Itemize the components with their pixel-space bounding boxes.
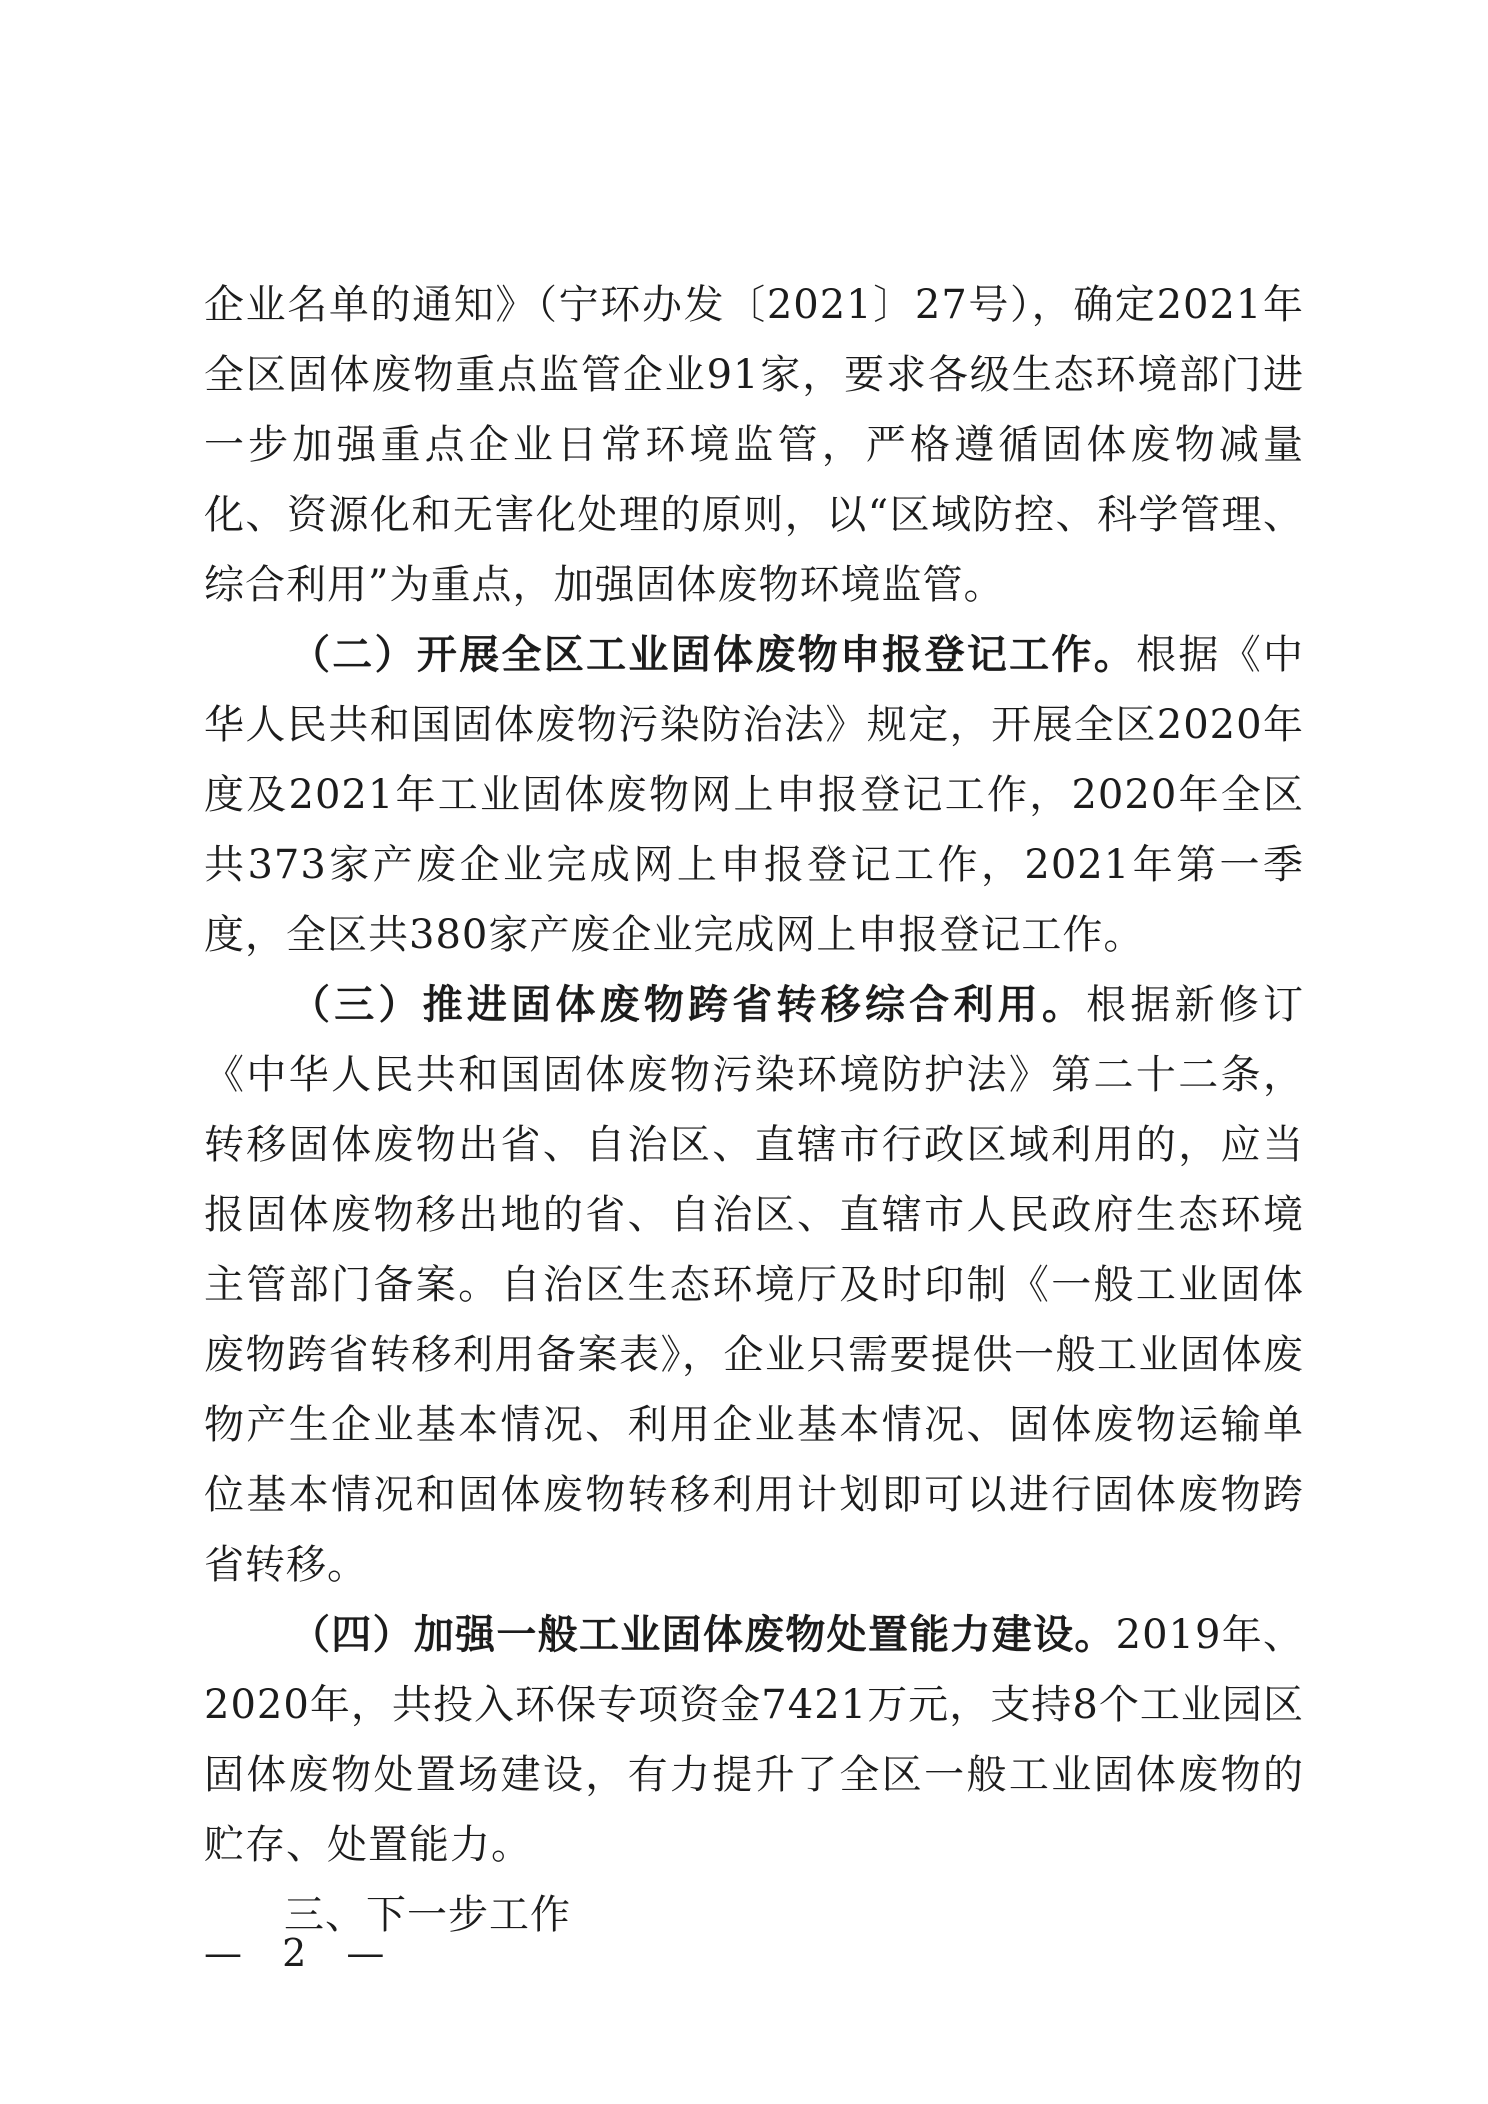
paragraph-declaration-registration	[204, 620, 1304, 970]
section-heading: 三、下一步工作	[284, 1892, 571, 1938]
paragraph-lead: （三）推进固体废物跨省转移综合利用。	[290, 981, 1087, 1028]
paragraph-lead: （四）加强一般工业固体废物处置能力建设。	[290, 1611, 1116, 1658]
paragraph-text: 根据新修订《中华人民共和国固体废物污染环境防护法》第二十二条，转移固体废物出省、自治区、直辖市行政区域利用的，应当报固体废物移出地的省、自治区、直辖市人民政府生态环境主管部门备案。自治区生态环境厅及时印制《一般工业固体废物跨省转移利用备案表》，企业只需要提供一般工业固体废物产生企业基本情况、利用企业基本情况、固体废物运输单位基本情况和固体废物转移利用计划即可以进行固体废物跨省转移。	[204, 982, 1305, 1588]
paragraph-text: 2019年、2020年，共投入环保专项资金7421万元，支持8个工业园区固体废物处置场建设，有力提升了全区一般工业固体废物的贮存、处置能力。	[204, 1612, 1305, 1868]
paragraph-text: 根据《中华人民共和国固体废物污染防治法》规定，开展全区2020年度及2021年工业固体废物网上申报登记工作，2020年全区共373家产废企业完成网上申报登记工作，2021年第一季度，全区共380家产废企业完成网上申报登记工作。	[204, 632, 1305, 958]
page-number: — 2 —	[204, 1931, 399, 1975]
document-body	[204, 270, 1304, 1950]
paragraph-lead: （二）开展全区工业固体废物申报登记工作。	[290, 631, 1137, 678]
paragraph-text: 企业名单的通知》（宁环办发〔2021〕27号），确定2021年全区固体废物重点监管企业91家，要求各级生态环境部门进一步加强重点企业日常环境监管，严格遵循固体废物减量化、资源化和无害化处理的原则，以“区域防控、科学管理、综合利用”为重点，加强固体废物环境监管。	[204, 282, 1304, 608]
paragraph-cross-province-transfer	[204, 970, 1304, 1600]
paragraph-continued	[204, 270, 1304, 620]
paragraph-disposal-capacity	[204, 1600, 1304, 1880]
